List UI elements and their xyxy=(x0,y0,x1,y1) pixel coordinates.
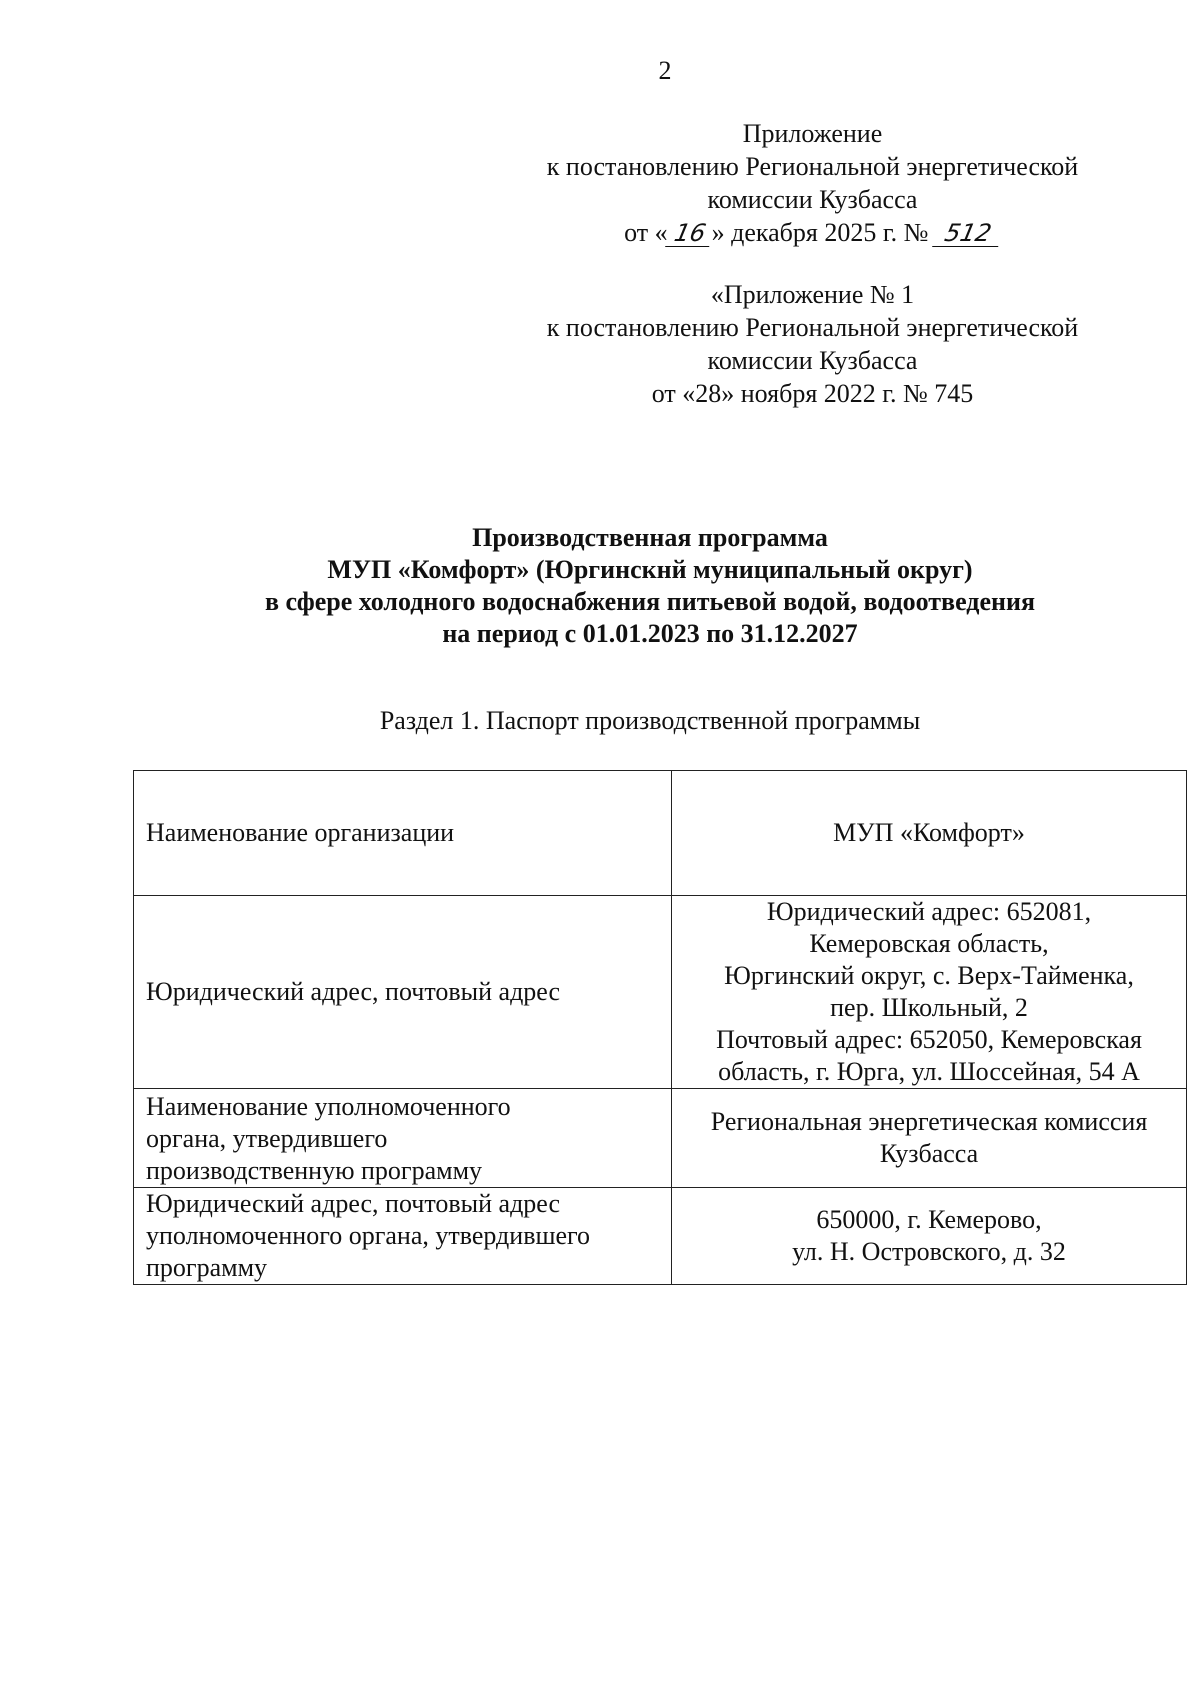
row-label xyxy=(134,1188,672,1285)
appendix-stamp-title: Приложение xyxy=(742,119,883,148)
row-value xyxy=(672,896,1187,1089)
row-value-line: Региональная энергетическая комиссия xyxy=(710,1107,1148,1136)
row-value xyxy=(672,771,1187,896)
row-label xyxy=(134,1089,672,1188)
title-line-2: МУП «Комфорт» (Юргинскнй муниципальный округ) xyxy=(327,555,973,584)
appendix-stamp xyxy=(520,117,1105,249)
row-value-line: пер. Школьный, 2 xyxy=(830,993,1028,1022)
title-line-4: на период с 01.01.2023 по 31.12.2027 xyxy=(442,619,858,648)
row-value-line: ул. Н. Островского, д. 32 xyxy=(792,1237,1066,1266)
row-value xyxy=(672,1089,1187,1188)
row-label-line: Наименование уполномоченного xyxy=(146,1092,511,1121)
row-value-line: область, г. Юрга, ул. Шоссейная, 54 А xyxy=(718,1057,1140,1086)
row-label-line: программу xyxy=(146,1253,268,1282)
row-label xyxy=(134,896,672,1089)
table-row xyxy=(134,771,1187,896)
section-heading: Раздел 1. Паспорт производственной программы xyxy=(379,706,921,735)
appendix-stamp-resolution: к постановлению Региональной энергетической xyxy=(546,152,1079,181)
row-value xyxy=(672,1188,1187,1285)
row-value-line: Юридический адрес: 652081, xyxy=(766,897,1092,926)
row-value-line: МУП «Комфорт» xyxy=(833,818,1025,847)
row-label-line: уполномоченного органа, утвердившего xyxy=(146,1221,591,1250)
handwritten-day: 16 xyxy=(665,220,715,247)
page-number: 2 xyxy=(658,56,672,85)
row-value-line: Почтовый адрес: 652050, Кемеровская xyxy=(716,1025,1142,1054)
appendix-stamp-date-line xyxy=(520,216,1105,249)
original-appendix-title: «Приложение № 1 xyxy=(710,280,915,309)
date-prefix: от « xyxy=(624,218,668,247)
original-appendix-date: от «28» ноября 2022 г. № 745 xyxy=(651,379,974,408)
handwritten-number: 512 xyxy=(932,220,1004,247)
original-appendix-resolution: к постановлению Региональной энергетической xyxy=(546,313,1079,342)
row-label xyxy=(134,771,672,896)
table-row xyxy=(134,896,1187,1089)
title-line-1: Производственная программа xyxy=(472,523,828,552)
table-row xyxy=(134,1188,1187,1285)
original-appendix-stamp xyxy=(520,278,1105,410)
title-line-3: в сфере холодного водоснабжения питьевой водой, водоотведения xyxy=(264,587,1036,616)
row-label-line: Юридический адрес, почтовый адрес xyxy=(146,977,561,1006)
row-value-line: 650000, г. Кемерово, xyxy=(816,1205,1042,1234)
row-value-line: Кузбасса xyxy=(879,1139,979,1168)
document-title xyxy=(120,522,1180,650)
row-value-line: Кемеровская область, xyxy=(809,929,1049,958)
row-label-line: Наименование организации xyxy=(146,818,455,847)
table-row xyxy=(134,1089,1187,1188)
row-label-line: Юридический адрес, почтовый адрес xyxy=(146,1189,561,1218)
date-middle: » декабря 2025 г. № xyxy=(711,218,929,247)
original-appendix-commission: комиссии Кузбасса xyxy=(707,346,918,375)
row-value-line: Юргинский округ, с. Верх-Тайменка, xyxy=(724,961,1134,990)
appendix-stamp-commission: комиссии Кузбасса xyxy=(707,185,918,214)
row-label-line: производственную программу xyxy=(146,1156,483,1185)
passport-table xyxy=(133,770,1187,1285)
row-label-line: органа, утвердившего xyxy=(146,1124,388,1153)
